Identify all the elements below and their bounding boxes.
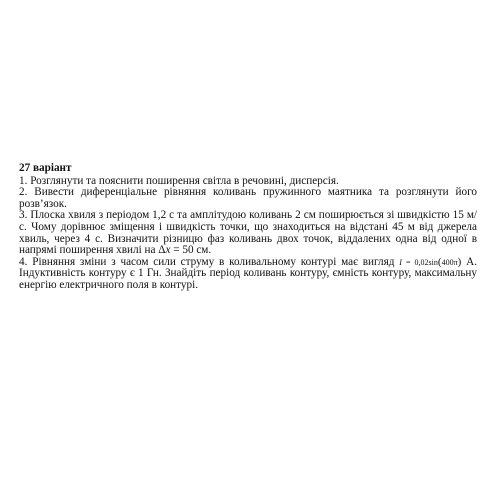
task-text: Вивести диференціальне рівняння коливань пружинного маятника та розглянути його розв’язок. — [19, 186, 477, 210]
task-number: 1. — [19, 174, 28, 187]
task-text: Розглянути та пояснити поширення світла в речовині, дисперсія. — [30, 174, 339, 187]
task-text: Плоска хвиля з періодом 1,2 с та амплітудою коливань 2 см поширюється зі швидкістю 15 м/с. Чому дорівнює зміщення і швидкість точки, що знаходиться на відстані 45 м від джерела хвиль, через 4 с. Визначити різницю фаз коливань двох точок, віддалених одна від одної в напрямі поширення хвилі на Δ — [19, 209, 478, 257]
task-number: 4. — [19, 255, 28, 268]
task-number: 2. — [19, 186, 28, 199]
formula-close-paren: ) — [457, 255, 462, 268]
task-number: 3. — [19, 209, 28, 222]
formula-eq: = 0,02sin — [401, 257, 438, 267]
assignment-document — [19, 163, 477, 292]
task-item-3 — [19, 210, 477, 256]
delta-variable: x — [165, 244, 171, 257]
task-item-4 — [19, 257, 477, 292]
task-item-2 — [19, 187, 477, 210]
task-text-end: А. Індуктивність контуру є 1 Гн. Знайдіть період коливань контуру, ємність контуру, максимальну енергію електричного поля в контурі. — [19, 255, 478, 291]
formula-arg: 400π — [441, 257, 458, 267]
variant-heading: 27 варіант — [19, 162, 72, 174]
formula-open-paren: ( — [437, 255, 442, 268]
task-text: Рівняння зміни з часом сили струму в коливальному контурі має вигляд — [32, 255, 395, 268]
formula-lhs: I — [399, 257, 402, 267]
current-formula — [399, 255, 462, 268]
task-text-end: = 50 см. — [170, 244, 212, 257]
